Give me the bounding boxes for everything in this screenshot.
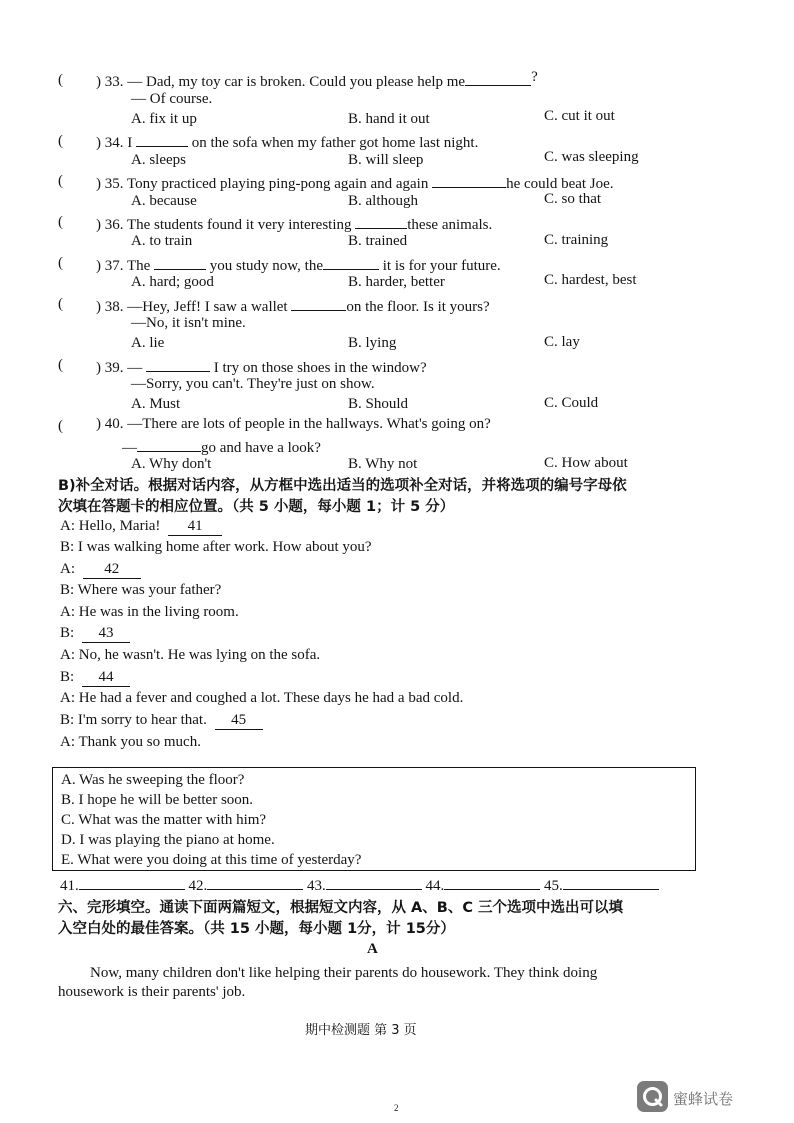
option-a[interactable]: A. to train	[131, 233, 193, 249]
watermark-logo-icon	[637, 1081, 668, 1112]
question-37	[96, 254, 501, 275]
question-tail: ?	[531, 69, 538, 85]
option-b[interactable]: B. Should	[348, 396, 409, 412]
question-34	[96, 131, 478, 152]
question-38	[96, 295, 490, 316]
dash: —	[122, 440, 137, 456]
option-a[interactable]: A. Why don't	[131, 456, 212, 472]
box-option-a: A. Was he sweeping the floor?	[61, 772, 245, 788]
section-6-heading: 六、完形填空。通读下面两篇短文，根据短文内容，从 A、B、C 三个选项中选出可以填	[58, 900, 624, 916]
blank-41[interactable]: 41	[168, 517, 222, 536]
dialogue-line-11: A: Thank you so much.	[60, 734, 201, 750]
option-b[interactable]: B. Why not	[348, 456, 418, 472]
question-35	[96, 172, 614, 193]
question-text: go and have a look?	[201, 440, 321, 456]
option-a[interactable]: A. lie	[131, 335, 165, 351]
question-text: on the floor. Is it yours?	[346, 299, 490, 315]
blank-42[interactable]: 42	[83, 560, 141, 579]
answer-paren-40[interactable]: (	[58, 418, 63, 434]
question-text: ) 38. —Hey, Jeff! I saw a wallet	[96, 299, 288, 315]
question-text: ) 37. The	[96, 258, 151, 274]
dialogue-reply: —Sorry, you can't. They're just on show.	[131, 376, 375, 392]
box-option-b: B. I hope he will be better soon.	[61, 792, 254, 808]
options-box	[52, 767, 696, 871]
blank[interactable]	[323, 254, 379, 270]
option-a[interactable]: A. because	[131, 193, 197, 209]
dialogue-line-1	[60, 517, 222, 536]
blank-44[interactable]: 44	[82, 668, 130, 687]
answer-label-45: 45.	[544, 878, 563, 894]
dialogue-text: B: I'm sorry to hear that.	[60, 712, 207, 728]
question-text: I try on those shoes in the window?	[213, 360, 427, 376]
answer-blank-41[interactable]	[79, 874, 185, 890]
option-a[interactable]: A. hard; good	[131, 274, 214, 290]
option-c[interactable]: C. training	[544, 232, 609, 248]
box-option-c: C. What was the matter with him?	[61, 812, 267, 828]
answer-paren-34[interactable]: (	[58, 133, 63, 149]
page-number: 2	[394, 1103, 399, 1113]
dialogue-text: A:	[60, 561, 75, 577]
passage-line-2: housework is their parents' job.	[58, 984, 246, 1000]
question-text: it is for your future.	[382, 258, 501, 274]
answer-line	[60, 874, 659, 895]
blank[interactable]	[137, 436, 201, 452]
dialogue-line-10	[60, 711, 263, 730]
option-b[interactable]: B. will sleep	[348, 152, 424, 168]
question-text: ) 34. I	[96, 135, 133, 151]
option-c[interactable]: C. so that	[544, 191, 602, 207]
dialogue-line-8	[60, 668, 130, 687]
option-a[interactable]: A. sleeps	[131, 152, 186, 168]
question-text: ) 35. Tony practiced playing ping-pong again and again	[96, 176, 429, 192]
blank[interactable]	[291, 295, 346, 311]
blank[interactable]	[136, 131, 188, 147]
option-c[interactable]: C. How about	[544, 455, 628, 471]
answer-label-44: 44.	[425, 878, 445, 894]
dialogue-text: B:	[60, 625, 75, 641]
answer-label-43: 43.	[307, 878, 326, 894]
question-text: he could beat Joe.	[506, 176, 614, 192]
answer-paren-36[interactable]: (	[58, 214, 63, 230]
question-text: these animals.	[407, 217, 493, 233]
question-text: ) 36. The students found it very interesting	[96, 217, 352, 233]
dialogue-reply: —No, it isn't mine.	[131, 315, 246, 331]
question-text: ) 39. —	[96, 360, 143, 376]
dialogue-reply	[122, 436, 321, 457]
question-33	[96, 70, 538, 91]
option-c[interactable]: C. hardest, best	[544, 272, 637, 288]
section-6-heading-line2: 入空白处的最佳答案。（共 15 小题，每小题 1分，计 15分）	[58, 921, 455, 937]
question-39	[96, 356, 427, 377]
question-text: ) 33. — Dad, my toy car is broken. Could you please help me	[96, 74, 466, 90]
dialogue-line-3	[60, 560, 141, 579]
dialogue-line-7: A: No, he wasn't. He was lying on the sofa.	[60, 647, 321, 663]
dialogue-reply: — Of course.	[131, 91, 213, 107]
passage-label: A	[367, 941, 378, 957]
dialogue-line-4: B: Where was your father?	[60, 582, 222, 598]
option-c[interactable]: C. cut it out	[544, 108, 615, 124]
option-a[interactable]: A. fix it up	[131, 111, 197, 127]
question-text: on the sofa when my father got home last night.	[191, 135, 479, 151]
section-b-heading: B)补全对话。根据对话内容，从方框中选出适当的选项补全对话，并将选项的编号字母依	[58, 478, 627, 494]
answer-label-42: 42.	[188, 878, 208, 894]
question-40	[96, 416, 491, 433]
blank[interactable]	[432, 172, 506, 188]
box-option-e: E. What were you doing at this time of yesterday?	[61, 852, 362, 868]
option-a[interactable]: A. Must	[131, 396, 181, 412]
watermark-text: 蜜蜂试卷	[673, 1090, 734, 1108]
question-36	[96, 213, 492, 234]
question-text: you study now, the	[209, 258, 323, 274]
box-option-d: D. I was playing the piano at home.	[61, 832, 275, 848]
blank[interactable]	[355, 213, 407, 229]
option-b[interactable]: B. hand it out	[348, 111, 430, 127]
passage-line-1: Now, many children don't like helping their parents do housework. They think doing	[90, 965, 598, 981]
blank[interactable]	[146, 356, 210, 372]
watermark-glyph-icon	[637, 1081, 668, 1112]
answer-paren-33[interactable]: (	[58, 72, 63, 88]
section-b-heading-line2: 次填在答题卡的相应位置。（共 5 小题，每小题 1；计 5 分）	[58, 499, 455, 515]
blank-43[interactable]: 43	[82, 624, 130, 643]
dialogue-line-2: B: I was walking home after work. How about you?	[60, 539, 372, 555]
option-b[interactable]: B. harder, better	[348, 274, 445, 290]
answer-paren-38[interactable]: (	[58, 296, 63, 312]
answer-blank-44[interactable]	[444, 874, 540, 890]
answer-paren-35[interactable]: (	[58, 173, 63, 189]
option-b[interactable]: B. trained	[348, 233, 408, 249]
blank[interactable]	[154, 254, 206, 270]
dialogue-line-6	[60, 624, 130, 643]
answer-paren-39[interactable]: (	[58, 357, 63, 373]
dialogue-line-5: A: He was in the living room.	[60, 604, 239, 620]
dialogue-line-9: A: He had a fever and coughed a lot. These days he had a bad cold.	[60, 690, 464, 706]
blank[interactable]	[465, 70, 531, 86]
answer-label-41: 41.	[60, 878, 79, 894]
option-b[interactable]: B. lying	[348, 335, 397, 351]
answer-blank-45[interactable]	[563, 874, 659, 890]
answer-paren-37[interactable]: (	[58, 255, 63, 271]
option-c[interactable]: C. lay	[544, 334, 580, 350]
dialogue-text: A: Hello, Maria!	[60, 518, 161, 534]
option-b[interactable]: B. although	[348, 193, 418, 209]
page-footer: 期中检测题 第 3 页	[305, 1023, 417, 1038]
dialogue-text: B:	[60, 669, 75, 685]
option-c[interactable]: C. was sleeping	[544, 149, 639, 165]
answer-blank-42[interactable]	[207, 874, 303, 890]
option-c[interactable]: C. Could	[544, 395, 599, 411]
blank-45[interactable]: 45	[215, 711, 263, 730]
question-text: ) 40. —There are lots of people in the hallways. What's going on?	[96, 416, 491, 432]
answer-blank-43[interactable]	[326, 874, 422, 890]
